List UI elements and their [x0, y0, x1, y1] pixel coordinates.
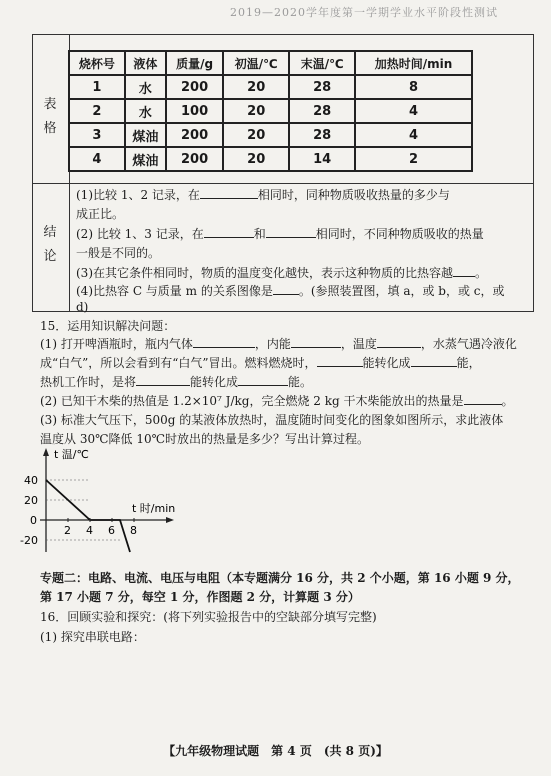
conclusion-4-line-2: d) — [76, 300, 89, 314]
x-axis-label: t 时/min — [132, 502, 176, 515]
table-cell: 4 — [355, 123, 472, 147]
header-cell: 烧杯号 — [69, 51, 125, 75]
q15-part3-line2: 温度从 30℃降低 10℃时放出的热量是多少？写出计算过程。 — [40, 432, 370, 446]
answer-blank[interactable] — [266, 225, 316, 238]
y-tick-label: -20 — [20, 534, 38, 547]
topic2-line2: 第 17 小题 7 分，每空 1 分，作图题 2 分，计算题 3 分） — [40, 590, 360, 604]
q15-part1-line1: (1) 打开啤酒瓶时，瓶内气体 ，内能 ，温度 ，水蒸气遇冷液化 — [40, 337, 517, 351]
side-label-char: 结 — [43, 225, 57, 240]
table-cell: 14 — [289, 147, 355, 171]
x-tick-label: 8 — [130, 524, 137, 537]
table-cell: 20 — [223, 99, 289, 123]
table-cell: 3 — [69, 123, 125, 147]
answer-blank[interactable] — [193, 335, 255, 348]
table-cell: 100 — [166, 99, 223, 123]
answer-blank[interactable] — [291, 335, 341, 348]
side-label-char: 表 — [43, 97, 57, 112]
answer-blank[interactable] — [204, 225, 254, 238]
side-label-conclusion — [32, 224, 68, 272]
table-cell: 水 — [125, 75, 166, 99]
page-footer: 【九年级物理试题 第 4 页 (共 8 页)】 — [163, 744, 388, 758]
y-axis-label: t 温/℃ — [54, 448, 89, 461]
q16-title: 16．回顾实验和探究：(将下列实验报告中的空缺部分填写完整) — [40, 610, 377, 624]
q16-sub1: (1) 探究串联电路： — [40, 630, 145, 644]
header-cell: 末温/℃ — [289, 51, 355, 75]
table-cell: 28 — [289, 75, 355, 99]
y-axis-arrow — [43, 448, 49, 456]
answer-blank[interactable] — [200, 186, 258, 199]
table-cell: 4 — [69, 147, 125, 171]
table-cell: 20 — [223, 75, 289, 99]
table-cell: 200 — [166, 75, 223, 99]
answer-blank[interactable] — [317, 354, 363, 367]
side-label-table — [32, 96, 68, 144]
table-cell: 4 — [355, 99, 472, 123]
frame-divider-horizontal — [33, 183, 533, 184]
q15-part3-line1: (3) 标准大气压下，500g 的某液体放热时，温度随时间变化的图象如图所示，求此液体 — [40, 413, 504, 427]
side-label-char: 格 — [43, 121, 57, 136]
faint-page-header: 2019—2020学年度第一学期学业水平阶段性测试 — [230, 6, 498, 19]
conclusion-3: (3)在其它条件相同时，物质的温度变化越快，表示这种物质的比热容越 。 — [76, 266, 488, 280]
answer-blank[interactable] — [273, 282, 299, 295]
answer-blank[interactable] — [453, 264, 475, 277]
table-cell: 水 — [125, 99, 166, 123]
q15-part2: (2) 已知干木柴的热值是 1.2×10⁷ J/kg，完全燃烧 2 kg 干木柴能放出的热量是 。 — [40, 394, 514, 408]
answer-blank[interactable] — [238, 373, 288, 386]
table-cell: 1 — [69, 75, 125, 99]
answer-blank[interactable] — [464, 392, 502, 405]
x-tick-label: 4 — [86, 524, 93, 537]
table-cell: 煤油 — [125, 147, 166, 171]
answer-blank[interactable] — [377, 335, 421, 348]
table-row — [69, 147, 472, 171]
table-cell: 28 — [289, 123, 355, 147]
header-cell: 质量/g — [166, 51, 223, 75]
conclusion-2-line-1: (2) 比较 1、3 记录，在 和 相同时，不同种物质吸收的热量 — [76, 227, 484, 241]
heating-data-table — [68, 50, 473, 172]
q15-part1-line2: 成“白气”，所以会看到有“白气”冒出。燃料燃烧时， 能转化成 能， — [40, 356, 481, 370]
temperature-time-graph — [20, 446, 190, 556]
table-cell: 煤油 — [125, 123, 166, 147]
table-cell: 20 — [223, 147, 289, 171]
header-cell: 加热时间/min — [355, 51, 472, 75]
y-tick-label: 0 — [30, 514, 37, 527]
answer-blank[interactable] — [411, 354, 457, 367]
conclusion-4-line-1: (4)比热容 C 与质量 m 的关系图像是 。(参照装置图，填 a，或 b，或 c，或 — [76, 284, 505, 298]
conclusion-2-line-2: 一般是不同的。 — [76, 246, 161, 260]
cooling-curve — [46, 480, 130, 552]
table-header-row — [69, 51, 472, 75]
x-axis-arrow — [166, 517, 174, 523]
header-cell: 初温/℃ — [223, 51, 289, 75]
table-cell: 8 — [355, 75, 472, 99]
table-cell: 200 — [166, 147, 223, 171]
q15-part1-line3: 热机工作时，是将 能转化成 能。 — [40, 375, 313, 389]
table-cell: 28 — [289, 99, 355, 123]
answer-blank[interactable] — [136, 373, 190, 386]
y-tick-label: 20 — [24, 494, 38, 507]
conclusion-1-line-1: (1)比较 1、2 记录，在 相同时，同种物质吸收热量的多少与 — [76, 188, 450, 202]
header-cell: 液体 — [125, 51, 166, 75]
table-row — [69, 123, 472, 147]
q15-title: 15．运用知识解决问题： — [40, 319, 176, 333]
x-tick-label: 6 — [108, 524, 115, 537]
table-cell: 2 — [355, 147, 472, 171]
table-cell: 20 — [223, 123, 289, 147]
x-tick-label: 2 — [64, 524, 71, 537]
table-cell: 200 — [166, 123, 223, 147]
topic2-line1: 专题二：电路、电流、电压与电阻（本专题满分 16 分，共 2 个小题，第 16 小题 9 分， — [40, 571, 520, 585]
table-cell: 2 — [69, 99, 125, 123]
side-label-char: 论 — [43, 249, 57, 264]
conclusion-1-line-2: 成正比。 — [76, 207, 125, 221]
y-tick-label: 40 — [24, 474, 38, 487]
table-row — [69, 75, 472, 99]
table-row — [69, 99, 472, 123]
